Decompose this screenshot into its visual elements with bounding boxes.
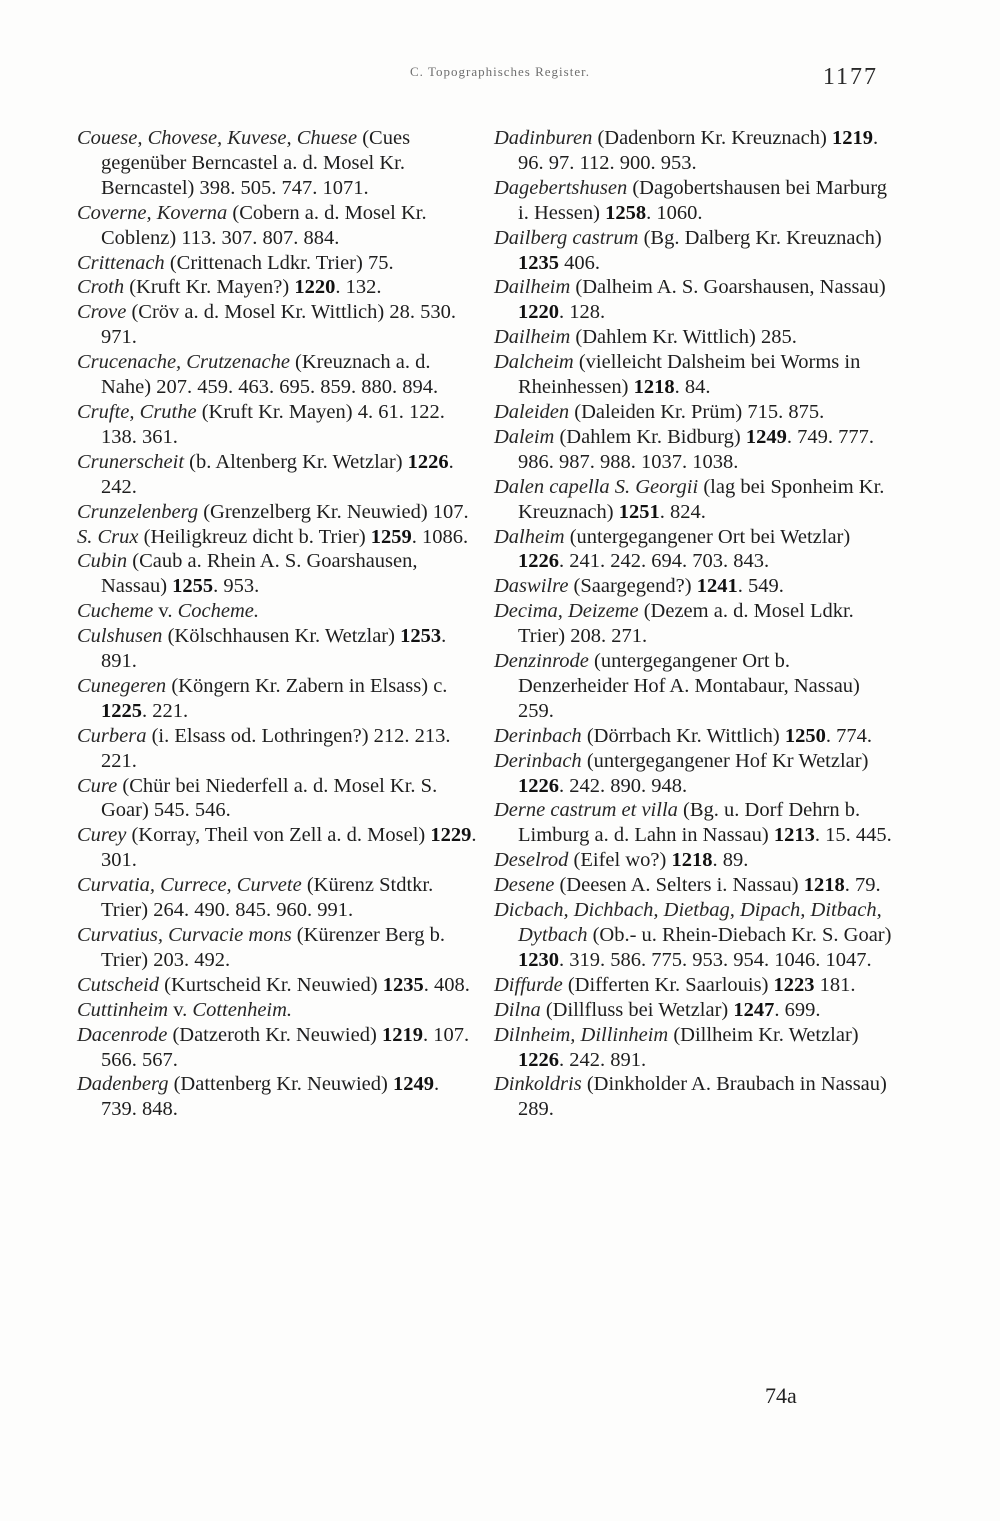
entry-text: (Dagobertshausen bei Marburg i. Hessen) — [518, 176, 888, 224]
index-entry — [494, 898, 894, 973]
entry-headword: Denzinrode — [494, 650, 589, 673]
index-entry — [77, 998, 477, 1023]
entry-headword: Couese, Chovese, Kuvese, Chuese — [77, 127, 358, 149]
entry-headword: Curbera — [77, 724, 147, 747]
entry-text: (Cues gegenüber Berncastel a. d. Mosel Kr. Berncastel) 398. 505. 747. 1071. — [101, 127, 411, 199]
entry-references: . 107. 566. 567. — [101, 1023, 470, 1071]
entry-text: (Crittenach Ldkr. Trier) 75. — [164, 251, 394, 274]
entry-text: (Dahlem Kr. Wittlich) 285. — [570, 326, 797, 349]
entry-headword: Daleim — [494, 425, 555, 448]
index-entry — [494, 1023, 894, 1073]
entry-text: (Cobern a. d. Mosel Kr. Coblenz) 113. 307. 807. 884. — [101, 201, 427, 249]
index-entry — [494, 873, 894, 898]
index-entry — [494, 350, 894, 400]
entry-references: . 319. 586. 775. 953. 954. 1046. 1047. — [559, 948, 872, 971]
entry-headword: Derne castrum et villa — [494, 799, 678, 822]
entry-text: (Kurtscheid Kr. Neuwied) — [159, 973, 383, 996]
entry-year: 1258 — [605, 201, 647, 224]
entry-text: (Grenzelberg Kr. Neuwied) 107. — [198, 500, 469, 523]
entry-references: . 301. — [101, 824, 477, 872]
entry-year: 1249 — [745, 425, 787, 448]
index-entry — [77, 774, 477, 824]
entry-references: . 699. — [774, 998, 821, 1021]
index-entry — [494, 325, 894, 350]
entry-headword: Cubin — [77, 550, 128, 573]
index-entry — [77, 599, 477, 624]
entry-text: (Heiligkreuz dicht b. Trier) — [138, 525, 371, 548]
index-entry — [494, 973, 894, 998]
entry-year: 1250 — [784, 724, 826, 747]
entry-references: . 132. — [335, 276, 382, 299]
entry-headword: Curey — [77, 824, 127, 847]
entry-references: . 89. — [712, 849, 749, 872]
entry-headword: Dagebertshusen — [494, 176, 628, 199]
entry-text: (lag bei Sponheim Kr. Kreuznach) — [518, 475, 885, 523]
entry-references: . 15. 445. — [814, 824, 892, 847]
entry-headword: Dilnheim, Dillinheim — [494, 1023, 669, 1046]
index-entry — [494, 226, 894, 276]
entry-text: (Dadenborn Kr. Kreuznach) — [592, 127, 832, 149]
entry-headword: Crufte, Cruthe — [77, 400, 197, 423]
entry-text: (untergegangener Ort b. Denzerheider Hof A. Montabaur, Nassau) 259. — [518, 650, 860, 722]
entry-references: . 549. — [737, 575, 784, 598]
index-entry — [494, 848, 894, 873]
entry-text: (Differten Kr. Saarlouis) — [562, 973, 774, 996]
entry-cross-reference: Cottenheim. — [192, 998, 293, 1021]
entry-year: 1220 — [294, 276, 336, 299]
entry-year: 1213 — [773, 824, 815, 847]
entry-year: 1218 — [803, 874, 845, 897]
entry-text: (i. Elsass od. Lothringen?) 212. 213. 221. — [101, 724, 451, 772]
entry-references: . 242. — [101, 450, 454, 498]
entry-headword: Cuttinheim — [77, 998, 169, 1021]
entry-headword: Culshusen — [77, 625, 163, 648]
entry-text: (Korray, Theil von Zell a. d. Mosel) — [126, 824, 431, 847]
entry-year: 1218 — [633, 376, 675, 399]
entry-text: (Dattenberg Kr. Neuwied) — [168, 1073, 393, 1096]
entry-headword: Dailberg castrum — [494, 226, 639, 249]
entry-references: . 953. — [213, 575, 260, 598]
entry-headword: S. Crux — [77, 525, 139, 548]
index-entry — [494, 475, 894, 525]
entry-year: 1219 — [381, 1023, 423, 1046]
entry-text: (Bg. Dalberg Kr. Kreuznach) — [638, 226, 882, 249]
entry-text: (vielleicht Dalsheim bei Worms in Rheinhessen) — [518, 351, 861, 399]
entry-text: (Dalheim A. S. Goarshausen, Nassau) — [570, 276, 886, 299]
entry-headword: Dadenberg — [77, 1073, 169, 1096]
entry-headword: Dalheim — [494, 525, 565, 548]
entry-references: . 824. — [659, 500, 706, 523]
entry-headword: Crove — [77, 301, 127, 324]
entry-text: (Deesen A. Selters i. Nassau) — [554, 874, 804, 897]
entry-text: (Saargegend?) — [568, 575, 697, 598]
entry-headword: Curvatius, Curvacie mons — [77, 924, 292, 946]
entry-text: (untergegangener Hof Kr Wetzlar) — [581, 749, 869, 772]
index-entry — [77, 724, 477, 774]
entry-text: (Dinkholder A. Braubach in Nassau) 289. — [518, 1073, 887, 1121]
entry-references: . 221. — [142, 699, 189, 722]
entry-references: 181. — [814, 973, 856, 996]
entry-headword: Derinbach — [494, 749, 582, 772]
index-entry — [494, 126, 894, 176]
index-entry — [494, 275, 894, 325]
index-entry — [77, 1023, 477, 1073]
entry-headword: Crunerscheit — [77, 450, 185, 473]
entry-headword: Crittenach — [77, 251, 165, 274]
index-entry — [494, 525, 894, 575]
entry-year: 1220 — [518, 301, 559, 324]
entry-headword: Dailheim — [494, 276, 571, 299]
entry-references: . 408. — [423, 973, 470, 996]
entry-headword: Derinbach — [494, 724, 582, 747]
entry-year: 1249 — [392, 1073, 434, 1096]
entry-text: (Köngern Kr. Zabern in Elsass) c. — [166, 674, 448, 697]
entry-references: . 241. 242. 694. 703. 843. — [559, 550, 770, 573]
entry-text: (Bg. u. Dorf Dehrn b. Limburg a. d. Lahn in Nassau) — [518, 799, 861, 847]
index-entry — [77, 201, 477, 251]
entry-headword: Dicbach, Dichbach, Dietbag, Dipach, Ditbach, Dytbach — [494, 899, 882, 946]
entry-year: 1229 — [430, 824, 472, 847]
index-entry — [494, 176, 894, 226]
index-entry — [77, 549, 477, 599]
entry-year: 1226 — [518, 550, 559, 573]
entry-text: (Dillfluss bei Wetzlar) — [540, 998, 734, 1021]
entry-references: . 79. — [844, 874, 881, 897]
signature-mark: 74a — [765, 1383, 797, 1408]
entry-references: . 242. 890. 948. — [559, 774, 688, 797]
index-entry — [494, 724, 894, 749]
index-entry — [77, 350, 477, 400]
entry-headword: Dacenrode — [77, 1023, 168, 1046]
index-entry — [77, 400, 477, 450]
entry-year: 1247 — [733, 998, 775, 1021]
index-entry — [494, 749, 894, 799]
entry-headword: Crunzelenberg — [77, 500, 199, 523]
entry-references: . 1086. — [411, 525, 469, 548]
entry-headword: Dalen capella S. Georgii — [494, 475, 699, 498]
entry-text: (Eifel wo?) — [568, 849, 672, 872]
index-entry — [77, 251, 477, 276]
entry-year: 1225 — [101, 699, 142, 722]
index-entry — [494, 425, 894, 475]
index-entry — [77, 1072, 477, 1122]
index-entry — [77, 823, 477, 873]
entry-text: (Kruft Kr. Mayen) 4. 61. 122. 138. 361. — [101, 400, 445, 448]
page-number: 1177 — [822, 64, 878, 90]
right-column — [494, 126, 894, 1122]
entry-headword: Diffurde — [494, 973, 563, 996]
entry-headword: Cunegeren — [77, 674, 167, 697]
entry-text: (Dahlem Kr. Bidburg) — [554, 425, 746, 448]
entry-year: 1259 — [370, 525, 412, 548]
entry-references: . 242. 891. — [559, 1048, 647, 1071]
entry-references: . 96. 97. 112. 900. 953. — [518, 127, 879, 174]
index-entry — [494, 599, 894, 649]
entry-year: 1219 — [831, 127, 873, 149]
entry-references: . 891. — [101, 625, 447, 673]
entry-text: (Kreuznach a. d. Nahe) 207. 459. 463. 695. 859. 880. 894. — [101, 351, 439, 399]
entry-headword: Coverne, Koverna — [77, 201, 228, 224]
entry-text: v. — [153, 600, 178, 623]
entry-references: . 128. — [559, 301, 606, 324]
entry-headword: Desene — [494, 874, 555, 897]
entry-text: (Kürenzer Berg b. Trier) 203. 492. — [101, 924, 445, 971]
entry-year: 1230 — [518, 948, 559, 971]
entry-year: 1255 — [172, 575, 214, 598]
entry-headword: Cucheme — [77, 600, 154, 623]
entry-year: 1241 — [696, 575, 738, 598]
index-entry — [77, 624, 477, 674]
entry-references: 406. — [559, 251, 600, 274]
entry-text: (Kruft Kr. Mayen?) — [124, 276, 295, 299]
index-entry — [77, 275, 477, 300]
entry-text: (Kürenz Stdtkr. Trier) 264. 490. 845. 960. 991. — [101, 874, 434, 922]
entry-year: 1251 — [618, 500, 660, 523]
entry-references: . 774. — [825, 724, 872, 747]
entry-headword: Dadinburen — [494, 127, 593, 149]
index-entry — [77, 873, 477, 923]
entry-text: (Caub a. Rhein A. S. Goarshausen, Nassau) — [101, 550, 418, 598]
entry-headword: Dailheim — [494, 326, 571, 349]
entry-headword: Daswilre — [494, 575, 569, 598]
index-entry — [494, 574, 894, 599]
index-entry — [77, 126, 477, 201]
entry-headword: Crucenache, Crutzenache — [77, 351, 290, 374]
index-entry — [77, 500, 477, 525]
entry-headword: Dalcheim — [494, 351, 574, 374]
entry-headword: Croth — [77, 276, 125, 299]
entry-text: (Cröv a. d. Mosel Kr. Wittlich) 28. 530. 971. — [101, 301, 456, 349]
entry-headword: Dinkoldris — [494, 1073, 582, 1096]
entry-headword: Cure — [77, 774, 118, 797]
entry-year: 1253 — [400, 625, 442, 648]
left-column — [77, 126, 477, 1122]
entry-year: 1223 — [773, 973, 815, 996]
entry-text: (Ob.- u. Rhein-Diebach Kr. S. Goar) — [587, 924, 892, 946]
index-entry — [494, 998, 894, 1023]
index-entry — [494, 400, 894, 425]
index-entry — [494, 1072, 894, 1122]
entry-year: 1235 — [518, 251, 559, 274]
entry-year: 1226 — [518, 1048, 559, 1071]
entry-headword: Daleiden — [494, 400, 570, 423]
entry-year: 1226 — [518, 774, 559, 797]
entry-headword: Deselrod — [494, 849, 569, 872]
entry-text: (Daleiden Kr. Prüm) 715. 875. — [569, 400, 825, 423]
entry-cross-reference: Cocheme. — [177, 600, 259, 623]
entry-headword: Curvatia, Currece, Curvete — [77, 874, 302, 897]
entry-text: (Dörrbach Kr. Wittlich) — [581, 724, 785, 747]
entry-text: v. — [168, 998, 193, 1021]
index-entry — [494, 798, 894, 848]
entry-year: 1218 — [671, 849, 713, 872]
entry-headword: Cutscheid — [77, 973, 159, 996]
index-entry — [77, 674, 477, 724]
entry-references: . 739. 848. — [101, 1073, 440, 1121]
entry-text: (Dillheim Kr. Wetzlar) — [668, 1023, 859, 1046]
entry-text: (Dezem a. d. Mosel Ldkr. Trier) 208. 271. — [518, 600, 854, 648]
entry-text: (Kölschhausen Kr. Wetzlar) — [162, 625, 401, 648]
entry-year: 1235 — [382, 973, 424, 996]
entry-references: . 1060. — [646, 201, 703, 224]
index-entry — [77, 300, 477, 350]
entry-references: . 749. 777. 986. 987. 988. 1037. 1038. — [518, 425, 874, 473]
index-entry — [77, 973, 477, 998]
entry-references: . 84. — [674, 376, 711, 399]
entry-headword: Dilna — [494, 998, 541, 1021]
index-entry — [77, 923, 477, 973]
entry-text: (Datzeroth Kr. Neuwied) — [167, 1023, 382, 1046]
entry-text: (untergegangener Ort bei Wetzlar) — [564, 525, 851, 548]
index-entry — [77, 450, 477, 500]
entry-year: 1226 — [407, 450, 449, 473]
running-title: C. Topographisches Register. — [410, 64, 590, 79]
entry-text: (b. Altenberg Kr. Wetzlar) — [184, 450, 408, 473]
entry-text: (Chür bei Niederfell a. d. Mosel Kr. S. Goar) 545. 546. — [101, 774, 438, 822]
index-entry — [494, 649, 894, 724]
index-entry — [77, 525, 477, 550]
entry-headword: Decima, Deizeme — [494, 600, 639, 623]
